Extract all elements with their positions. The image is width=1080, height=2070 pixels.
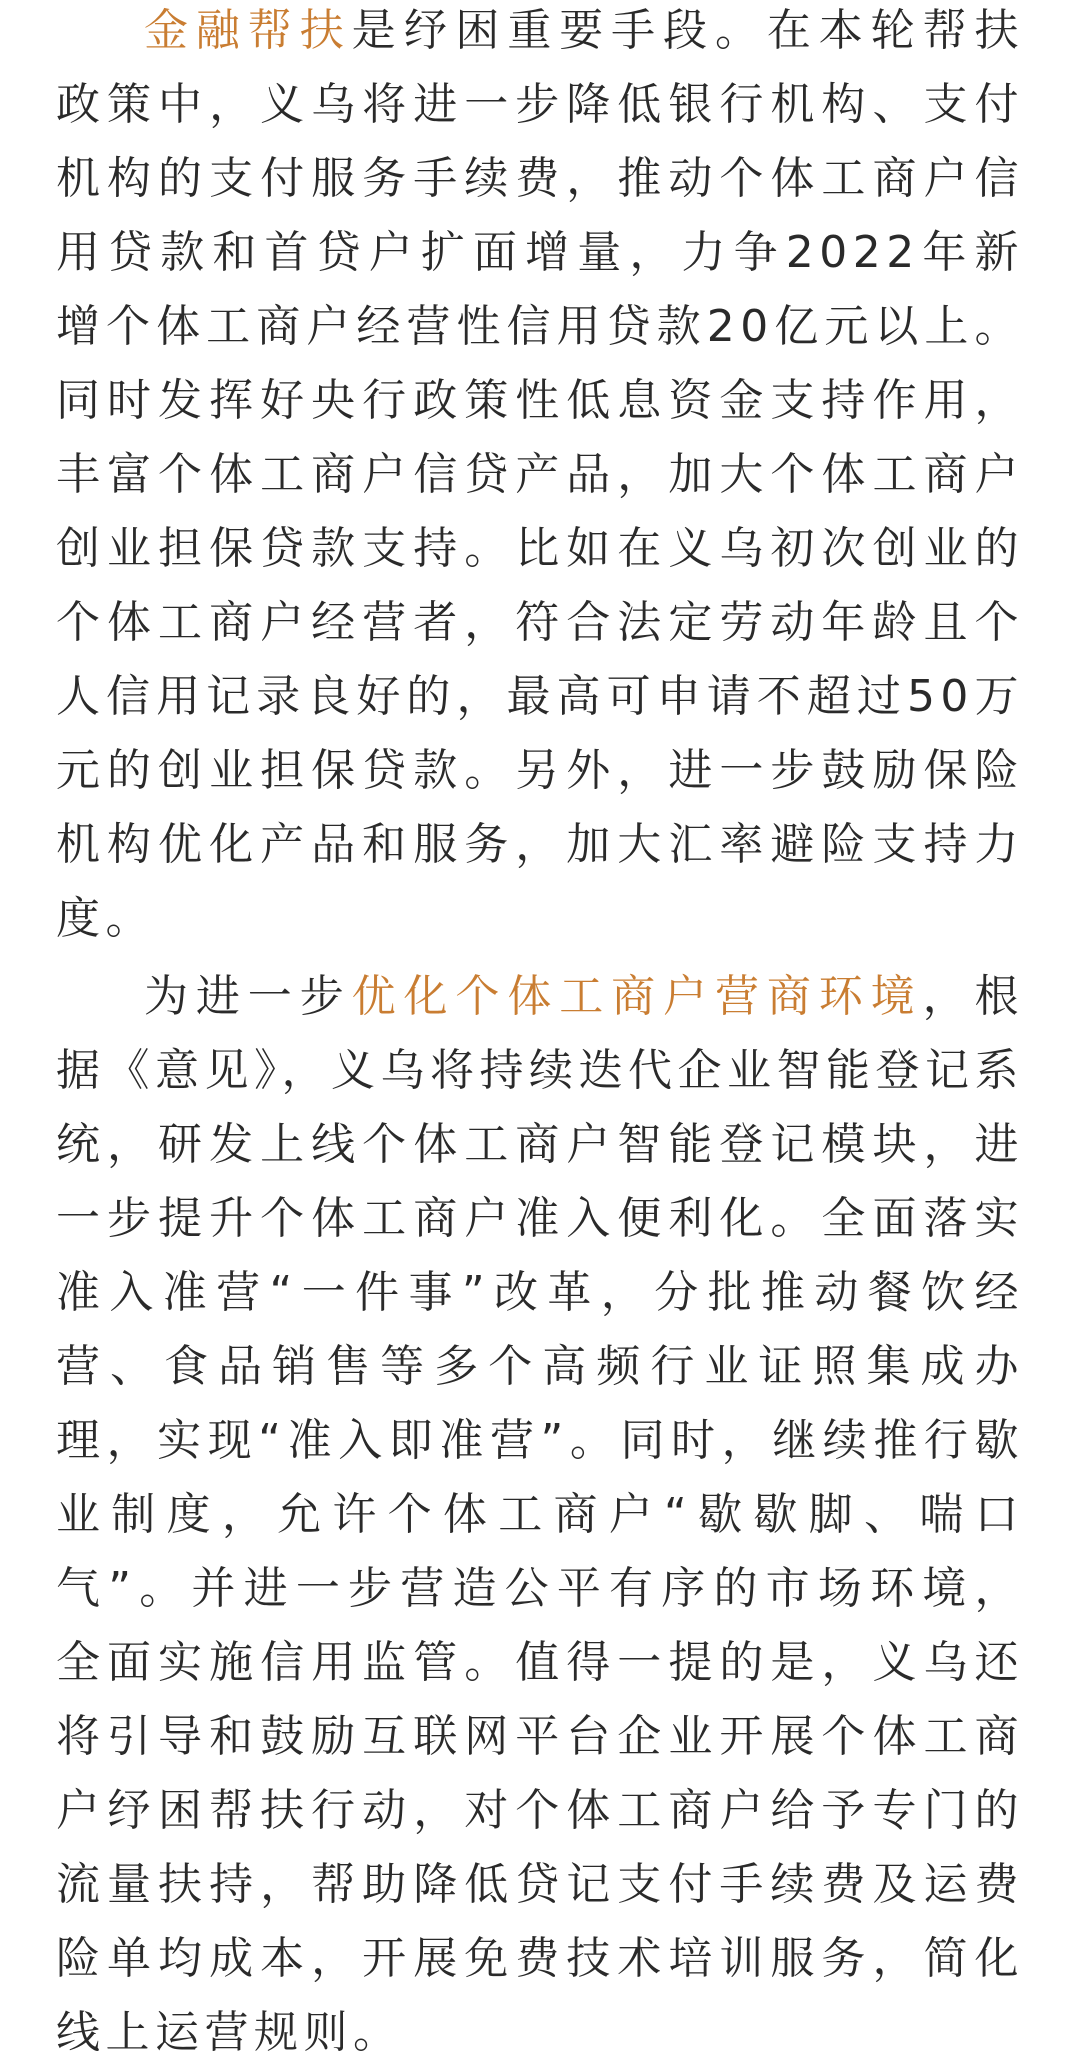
paragraph-text: ，根据《意见》，义乌将持续迭代企业智能登记系统，研发上线个体工商户智能登记模块，进一步提升个体工商户准入便利化。全面落实准入准营“一件事”改革，分批推动餐饮经营、食品销售等多个高频行业证照集成办理，实现“准入即准营”。同时，继续推行歇业制度，允许个体工商户“歇歇脚、喘口气”。并进一步营造公平有序的市场环境，全面实施信用监管。值得一提的是，义乌还将引导和鼓励互联网平台企业开展个体工商户纾困帮扶行动，对个体工商户给予专门的流量扶持，帮助降低贷记支付手续费及运费险单均成本，开展免费技术培训服务，简化线上运营规则。 [56, 971, 1024, 2058]
highlight-business-environment: 优化个体工商户营商环境 [351, 971, 923, 1022]
paragraph-text-lead: 为进一步 [144, 971, 352, 1022]
paragraph-text: 是纾困重要手段。在本轮帮扶政策中，义乌将进一步降低银行机构、支付机构的支付服务手续费，推动个体工商户信用贷款和首贷户扩面增量，力争2022年新增个体工商户经营性信用贷款20亿元以上。同时发挥好央行政策性低息资金支持作用，丰富个体工商户信贷产品，加大个体工商户创业担保贷款支持。比如在义乌初次创业的个体工商户经营者，符合法定劳动年龄且个人信用记录良好的，最高可申请不超过50万元的创业担保贷款。另外，进一步鼓励保险机构优化产品和服务，加大汇率避险支持力度。 [56, 5, 1024, 944]
highlight-financial-support: 金融帮扶 [144, 5, 352, 56]
paragraph-financial-support [56, 0, 1024, 956]
paragraph-business-environment [56, 960, 1024, 2070]
